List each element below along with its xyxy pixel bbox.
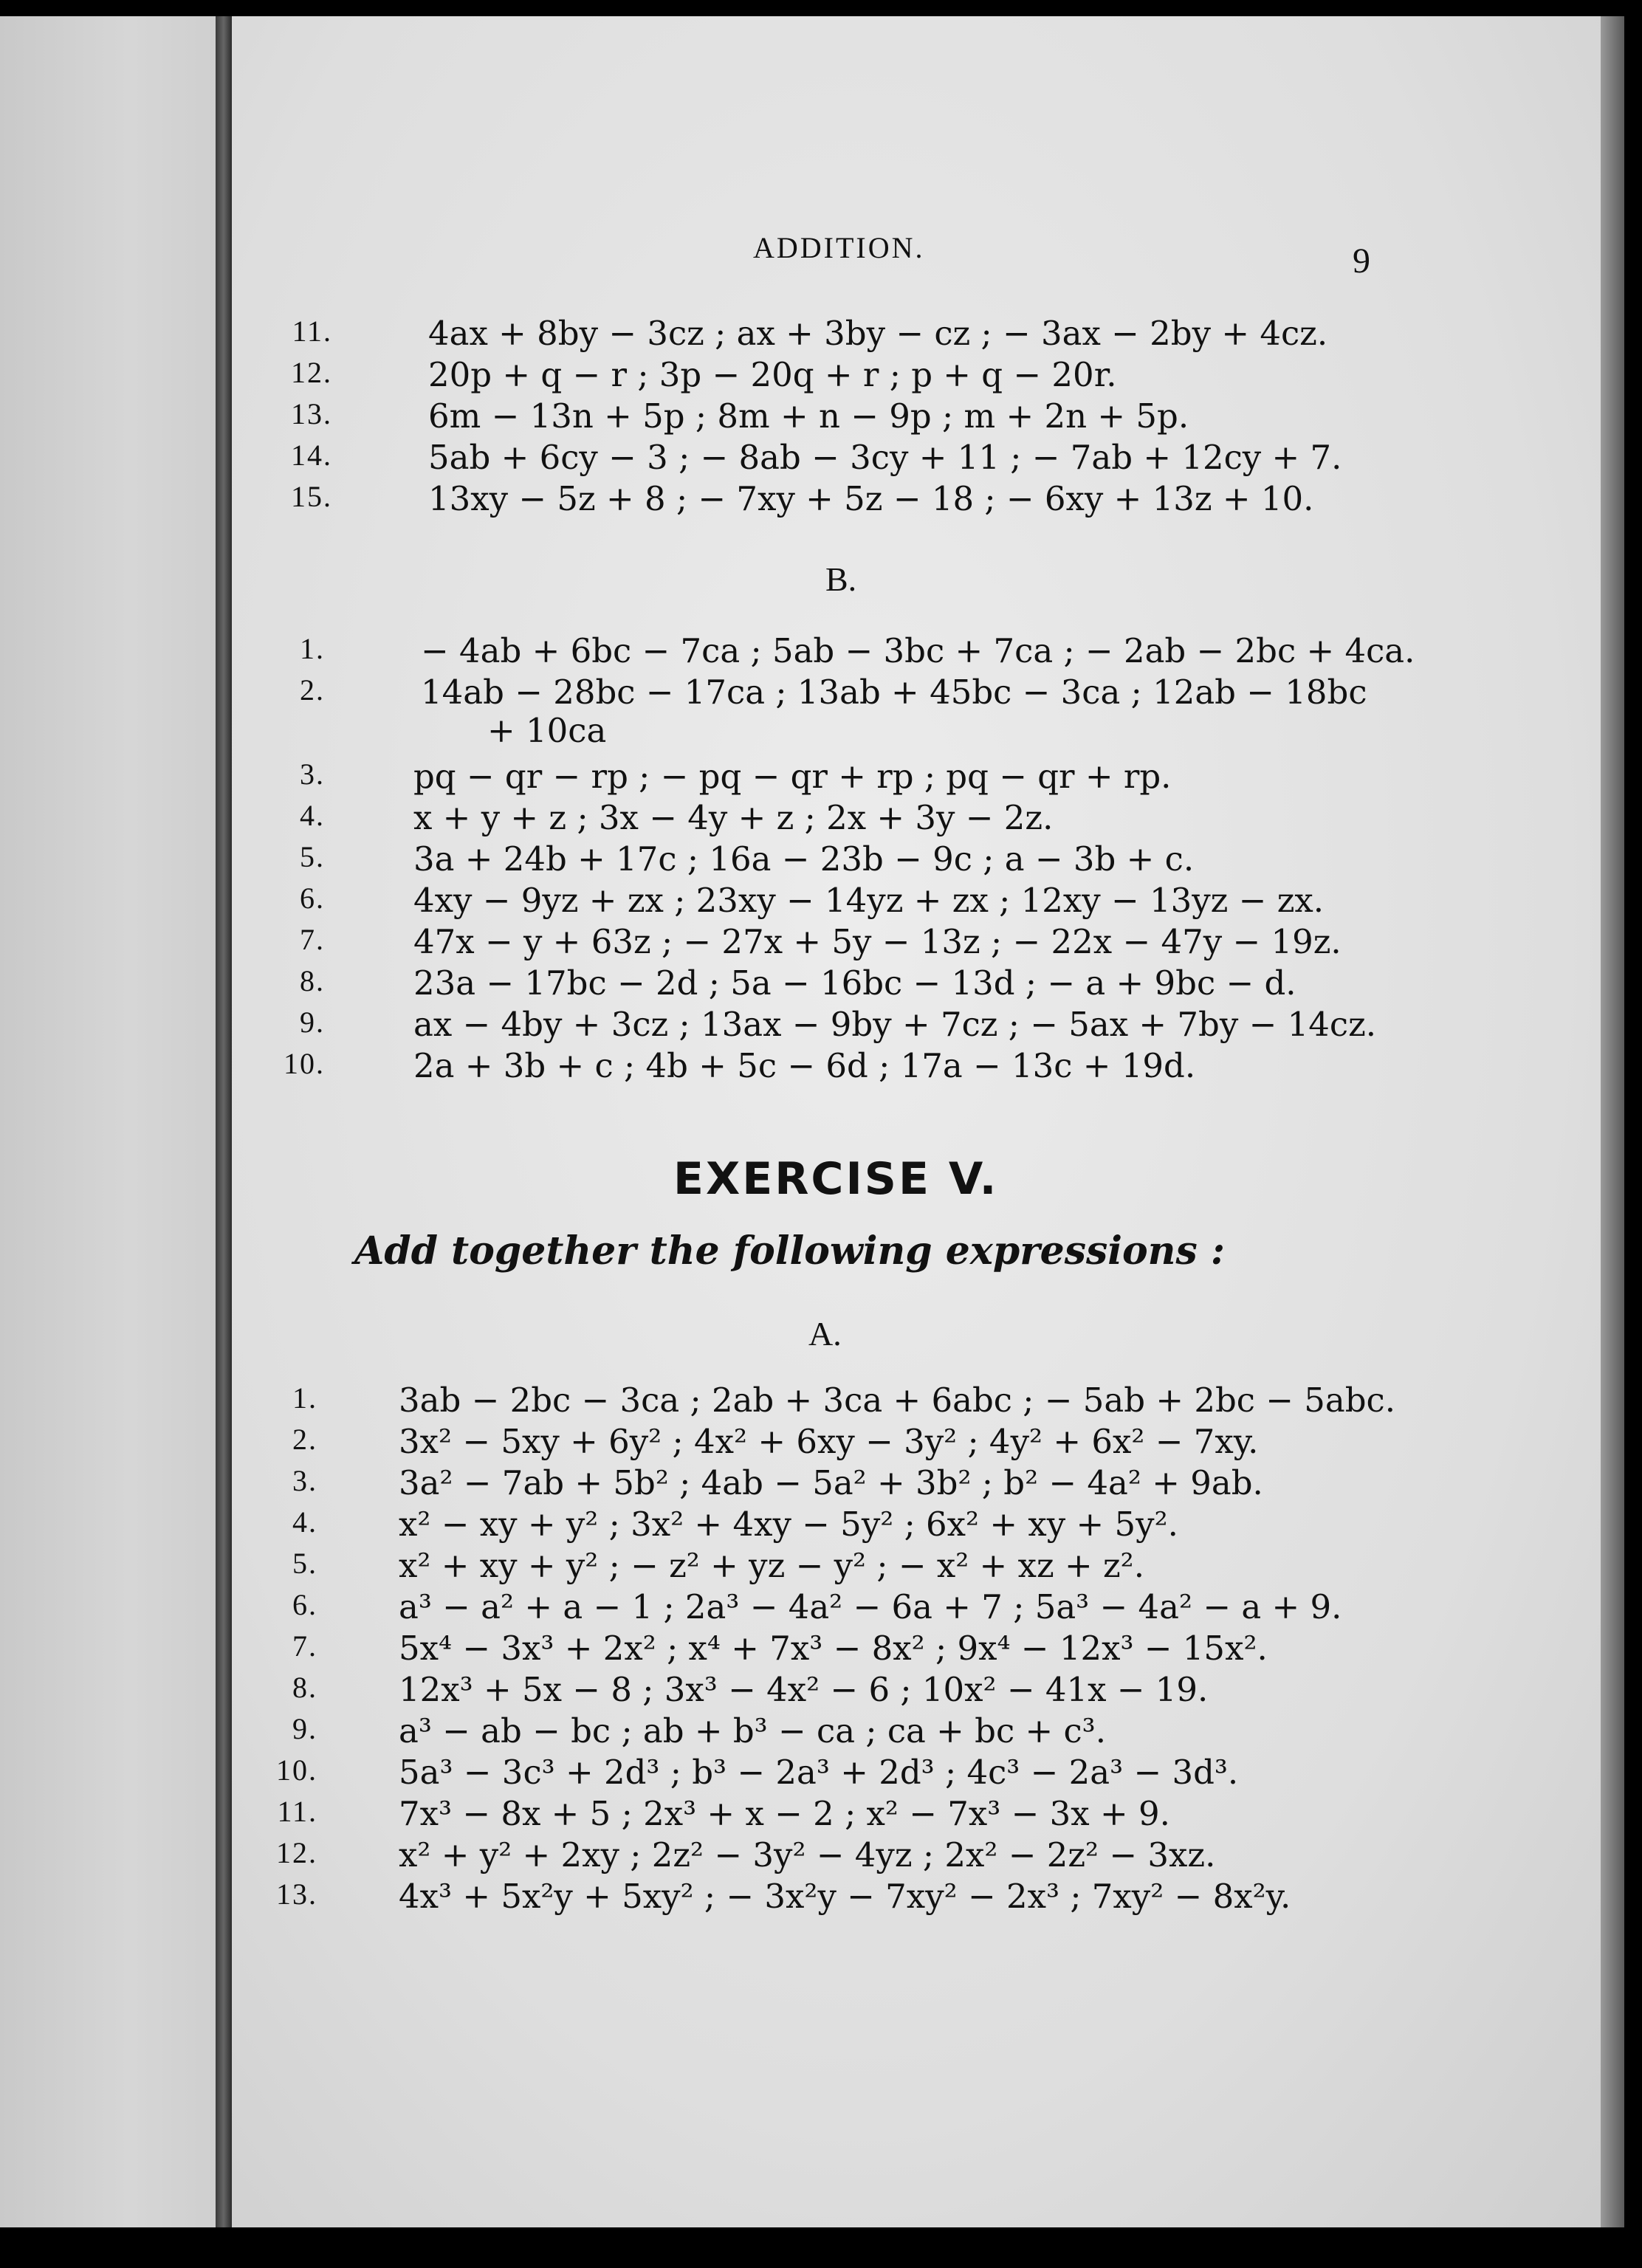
item-expression: 13xy − 5z + 8 ; − 7xy + 5z − 18 ; − 6xy + 13z + 10. [428, 479, 1314, 518]
item-number: 6. [300, 882, 325, 915]
item-number: 9. [292, 1712, 317, 1745]
item-number: 4. [292, 1505, 317, 1539]
item-expression: 3ab − 2bc − 3ca ; 2ab + 3ca + 6abc ; − 5ab + 2bc − 5abc. [399, 1381, 1396, 1420]
item-continuation: + 10ca [487, 711, 607, 750]
item-number: 4. [300, 799, 325, 832]
item-expression: 14ab − 28bc − 17ca ; 13ab + 45bc − 3ca ; 12ab − 18bc [421, 673, 1367, 712]
item-expression: 7x³ − 8x + 5 ; 2x³ + x − 2 ; x² − 7x³ − 3x + 9. [399, 1794, 1170, 1833]
item-number: 8. [292, 1671, 317, 1704]
section-a-label: A. [808, 1315, 842, 1353]
item-number: 3. [292, 1464, 317, 1497]
item-expression: x² − xy + y² ; 3x² + 4xy − 5y² ; 6x² + xy + 5y². [399, 1505, 1178, 1544]
item-number: 7. [300, 923, 325, 956]
item-number: 2. [300, 673, 325, 707]
item-expression: 6m − 13n + 5p ; 8m + n − 9p ; m + 2n + 5p. [428, 396, 1189, 436]
item-expression: x² + xy + y² ; − z² + yz − y² ; − x² + xz + z². [399, 1546, 1145, 1585]
item-expression: − 4ab + 6bc − 7ca ; 5ab − 3bc + 7ca ; − 2ab − 2bc + 4ca. [421, 631, 1415, 670]
item-expression: 3x² − 5xy + 6y² ; 4x² + 6xy − 3y² ; 4y² + 6x² − 7xy. [399, 1422, 1259, 1461]
item-expression: x² + y² + 2xy ; 2z² − 3y² − 4yz ; 2x² − 2z² − 3xz. [399, 1835, 1216, 1874]
item-expression: 4xy − 9yz + zx ; 23xy − 14yz + zx ; 12xy − 13yz − zx. [413, 881, 1325, 920]
item-expression: 20p + q − r ; 3p − 20q + r ; p + q − 20r. [428, 355, 1117, 394]
item-expression: 23a − 17bc − 2d ; 5a − 16bc − 13d ; − a + 9bc − d. [413, 963, 1296, 1003]
item-number: 15. [291, 480, 332, 513]
running-head: ADDITION. [753, 231, 925, 264]
item-number: 9. [300, 1006, 325, 1039]
item-expression: 47x − y + 63z ; − 27x + 5y − 13z ; − 22x − 47y − 19z. [413, 922, 1342, 961]
item-number: 13. [276, 1877, 317, 1911]
book-spine [216, 16, 232, 2227]
item-number: 6. [292, 1588, 317, 1621]
item-number: 1. [292, 1381, 317, 1415]
left-page-margin [0, 16, 216, 2227]
page-number: 9 [1353, 241, 1370, 281]
item-number: 5. [292, 1547, 317, 1580]
item-number: 3. [300, 757, 325, 791]
item-expression: x + y + z ; 3x − 4y + z ; 2x + 3y − 2z. [413, 798, 1054, 837]
item-number: 14. [291, 439, 332, 472]
item-expression: 3a + 24b + 17c ; 16a − 23b − 9c ; a − 3b + c. [413, 839, 1195, 879]
item-number: 8. [300, 964, 325, 997]
item-number: 1. [300, 632, 325, 665]
item-expression: 3a² − 7ab + 5b² ; 4ab − 5a² + 3b² ; b² − 4a² + 9ab. [399, 1463, 1263, 1502]
item-expression: 5x⁴ − 3x³ + 2x² ; x⁴ + 7x³ − 8x² ; 9x⁴ − 12x³ − 15x². [399, 1629, 1268, 1668]
item-expression: 2a + 3b + c ; 4b + 5c − 6d ; 17a − 13c + 19d. [413, 1046, 1196, 1085]
item-number: 10. [284, 1047, 325, 1080]
item-number: 12. [276, 1836, 317, 1869]
item-expression: 5ab + 6cy − 3 ; − 8ab − 3cy + 11 ; − 7ab + 12cy + 7. [428, 438, 1342, 477]
page-edge [1601, 16, 1624, 2227]
item-number: 11. [292, 315, 332, 348]
exercise-instruction: Add together the following expressions : [354, 1228, 1226, 1274]
item-number: 12. [291, 356, 332, 389]
item-number: 2. [292, 1423, 317, 1456]
item-number: 5. [300, 840, 325, 873]
item-expression: 4x³ + 5x²y + 5xy² ; − 3x²y − 7xy² − 2x³ ; 7xy² − 8x²y. [399, 1877, 1291, 1916]
item-expression: a³ − ab − bc ; ab + b³ − ca ; ca + bc + c³. [399, 1711, 1107, 1750]
item-number: 11. [277, 1795, 317, 1828]
section-b-label: B. [825, 560, 857, 598]
item-expression: 5a³ − 3c³ + 2d³ ; b³ − 2a³ + 2d³ ; 4c³ − 2a³ − 3d³. [399, 1753, 1239, 1792]
item-expression: 12x³ + 5x − 8 ; 3x³ − 4x² − 6 ; 10x² − 41x − 19. [399, 1670, 1209, 1709]
item-expression: pq − qr − rp ; − pq − qr + rp ; pq − qr + rp. [413, 757, 1172, 796]
scan-top-border [0, 0, 1642, 16]
item-expression: ax − 4by + 3cz ; 13ax − 9by + 7cz ; − 5ax + 7by − 14cz. [413, 1005, 1377, 1044]
item-expression: 4ax + 8by − 3cz ; ax + 3by − cz ; − 3ax − 2by + 4cz. [428, 314, 1328, 353]
item-number: 10. [276, 1753, 317, 1787]
item-number: 13. [291, 397, 332, 430]
exercise-title: EXERCISE V. [673, 1153, 999, 1205]
item-expression: a³ − a² + a − 1 ; 2a³ − 4a² − 6a + 7 ; 5a³ − 4a² − a + 9. [399, 1587, 1342, 1626]
item-number: 7. [292, 1629, 317, 1663]
